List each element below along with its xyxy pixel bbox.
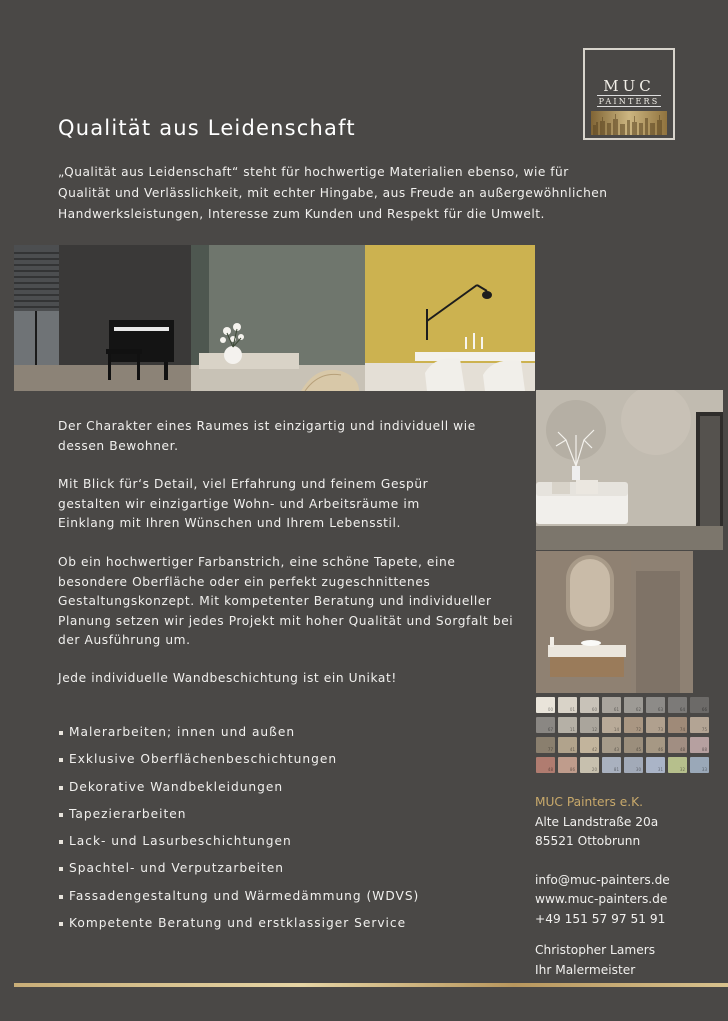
swatch-code: 66: [701, 707, 707, 712]
color-swatch: [536, 757, 555, 773]
color-swatch: [602, 717, 621, 733]
photo-concrete-living: [536, 390, 723, 550]
color-swatch: [646, 697, 665, 713]
address-street: Alte Landstraße 20a: [535, 814, 659, 829]
paragraph-unikat: Jede individuelle Wandbeschichtung ist ein Unikat!: [58, 671, 397, 685]
color-swatch: [536, 737, 555, 753]
company-logo: [583, 48, 675, 140]
color-swatch: [558, 697, 577, 713]
color-swatch: [558, 737, 577, 753]
address-city: 85521 Ottobrunn: [535, 834, 641, 848]
swatch-code: 72: [635, 727, 641, 732]
color-swatch: [668, 697, 687, 713]
photo-green-room: [191, 245, 365, 391]
color-swatch-grid: [536, 697, 712, 773]
service-item: Tapezierarbeiten: [58, 805, 419, 832]
color-swatch: [558, 717, 577, 733]
bullet-icon: [59, 813, 63, 817]
bullet-icon: [59, 922, 63, 926]
color-swatch: [668, 757, 687, 773]
swatch-code: 73: [657, 727, 663, 732]
swatch-code: 86: [569, 767, 575, 772]
swatch-code: 41: [569, 747, 575, 752]
swatch-code: 42: [591, 747, 597, 752]
color-swatch: [690, 737, 709, 753]
swatch-code: 31: [657, 767, 663, 772]
swatch-code: 01: [569, 707, 575, 712]
color-swatch: [690, 717, 709, 733]
bullet-icon: [59, 758, 63, 762]
color-swatch: [580, 757, 599, 773]
swatch-code: 12: [591, 727, 597, 732]
contact-person-title: Ihr Malermeister: [535, 962, 636, 977]
swatch-code: 48: [679, 747, 685, 752]
color-swatch: [602, 757, 621, 773]
service-item: Malerarbeiten; innen und außen: [58, 723, 419, 750]
color-swatch: [646, 757, 665, 773]
swatch-code: 43: [613, 747, 619, 752]
color-swatch: [690, 697, 709, 713]
swatch-code: 48: [547, 767, 553, 772]
swatch-code: 63: [657, 707, 663, 712]
color-swatch: [536, 717, 555, 733]
swatch-code: 81: [613, 767, 619, 772]
color-swatch: [646, 737, 665, 753]
bullet-icon: [59, 840, 63, 844]
photo-dark-room-piano: [14, 245, 191, 391]
logo-text-muc: MUC: [603, 77, 655, 95]
swatch-code: 64: [679, 707, 685, 712]
bullet-icon: [59, 731, 63, 735]
service-item: Spachtel- und Verputzarbeiten: [58, 859, 419, 886]
intro-text: „Qualität aus Leidenschaft“ steht für hochwertige Materialien ebenso, wie für Qualität und Verlässlichkeit, mit echter Hingabe, aus Freude an außergewöhnlichen Handwerksleistungen, Interesse zum Kunden und Respekt für die Umwelt.: [58, 165, 608, 221]
services-list: [58, 723, 419, 941]
swatch-code: 75: [701, 727, 707, 732]
swatch-code: 14: [613, 727, 619, 732]
color-swatch: [624, 717, 643, 733]
bullet-icon: [59, 895, 63, 899]
swatch-code: 88: [701, 747, 707, 752]
swatch-code: 60: [591, 707, 597, 712]
swatch-code: 11: [569, 727, 575, 732]
paragraph-services: Ob ein hochwertiger Farbanstrich, eine schöne Tapete, eine besondere Oberfläche oder ein perfekt zugeschnittenes Gestaltungskonzept. Mit kompetenter Beratung und individueller Planung setzen wir jedes Projekt mit hoher Qualität und Sorgfalt bei der Ausführung um.: [58, 555, 514, 647]
color-swatch: [602, 697, 621, 713]
color-swatch: [602, 737, 621, 753]
color-swatch: [580, 717, 599, 733]
photo-bathroom: [536, 551, 693, 693]
swatch-code: 20: [591, 767, 597, 772]
company-name: MUC Painters e.K.: [535, 795, 643, 809]
service-item: Fassadengestaltung und Wärmedämmung (WDVS): [58, 887, 419, 914]
service-item: Lack- und Lasurbeschichtungen: [58, 832, 419, 859]
page-title: Qualität aus Leidenschaft: [58, 116, 356, 140]
color-swatch: [668, 717, 687, 733]
color-swatch: [580, 737, 599, 753]
website-link[interactable]: www.muc-painters.de: [535, 892, 668, 906]
swatch-code: 32: [679, 767, 685, 772]
bullet-icon: [59, 867, 63, 871]
skyline-graphic: [591, 111, 667, 135]
swatch-code: 74: [679, 727, 685, 732]
color-swatch: [536, 697, 555, 713]
service-item: Kompetente Beratung und erstklassiger Service: [58, 914, 419, 941]
color-swatch: [558, 757, 577, 773]
paragraph-detail: Mit Blick für‘s Detail, viel Erfahrung und feinem Gespür gestalten wir einzigartige Wohn- und Arbeitsräume im Einklang mit Ihren Wünschen und Ihrem Lebensstil.: [58, 477, 429, 530]
color-swatch: [624, 757, 643, 773]
footer-gold-line: [14, 983, 728, 987]
color-swatch: [690, 757, 709, 773]
swatch-code: 61: [613, 707, 619, 712]
paragraph-character: Der Charakter eines Raumes ist einzigartig und individuell wie dessen Bewohner.: [58, 419, 476, 453]
color-swatch: [624, 737, 643, 753]
color-swatch: [646, 717, 665, 733]
service-item: Exklusive Oberflächenbeschichtungen: [58, 750, 419, 777]
photo-yellow-dining: [365, 245, 535, 391]
swatch-code: 33: [701, 767, 707, 772]
contact-person-name: Christopher Lamers: [535, 943, 656, 957]
swatch-code: 77: [547, 747, 553, 752]
service-item: Dekorative Wandbekleidungen: [58, 778, 419, 805]
color-swatch: [668, 737, 687, 753]
swatch-code: 45: [635, 747, 641, 752]
contact-block: [535, 793, 670, 980]
swatch-code: 00: [547, 707, 553, 712]
swatch-code: 46: [657, 747, 663, 752]
bullet-icon: [59, 786, 63, 790]
phone-number[interactable]: +49 151 57 97 51 91: [535, 911, 666, 926]
email-link[interactable]: info@muc-painters.de: [535, 872, 670, 887]
color-swatch: [580, 697, 599, 713]
swatch-code: 30: [635, 767, 641, 772]
logo-text-painters: PAINTERS: [598, 97, 660, 106]
color-swatch: [624, 697, 643, 713]
swatch-code: 62: [635, 707, 641, 712]
swatch-code: 67: [547, 727, 553, 732]
